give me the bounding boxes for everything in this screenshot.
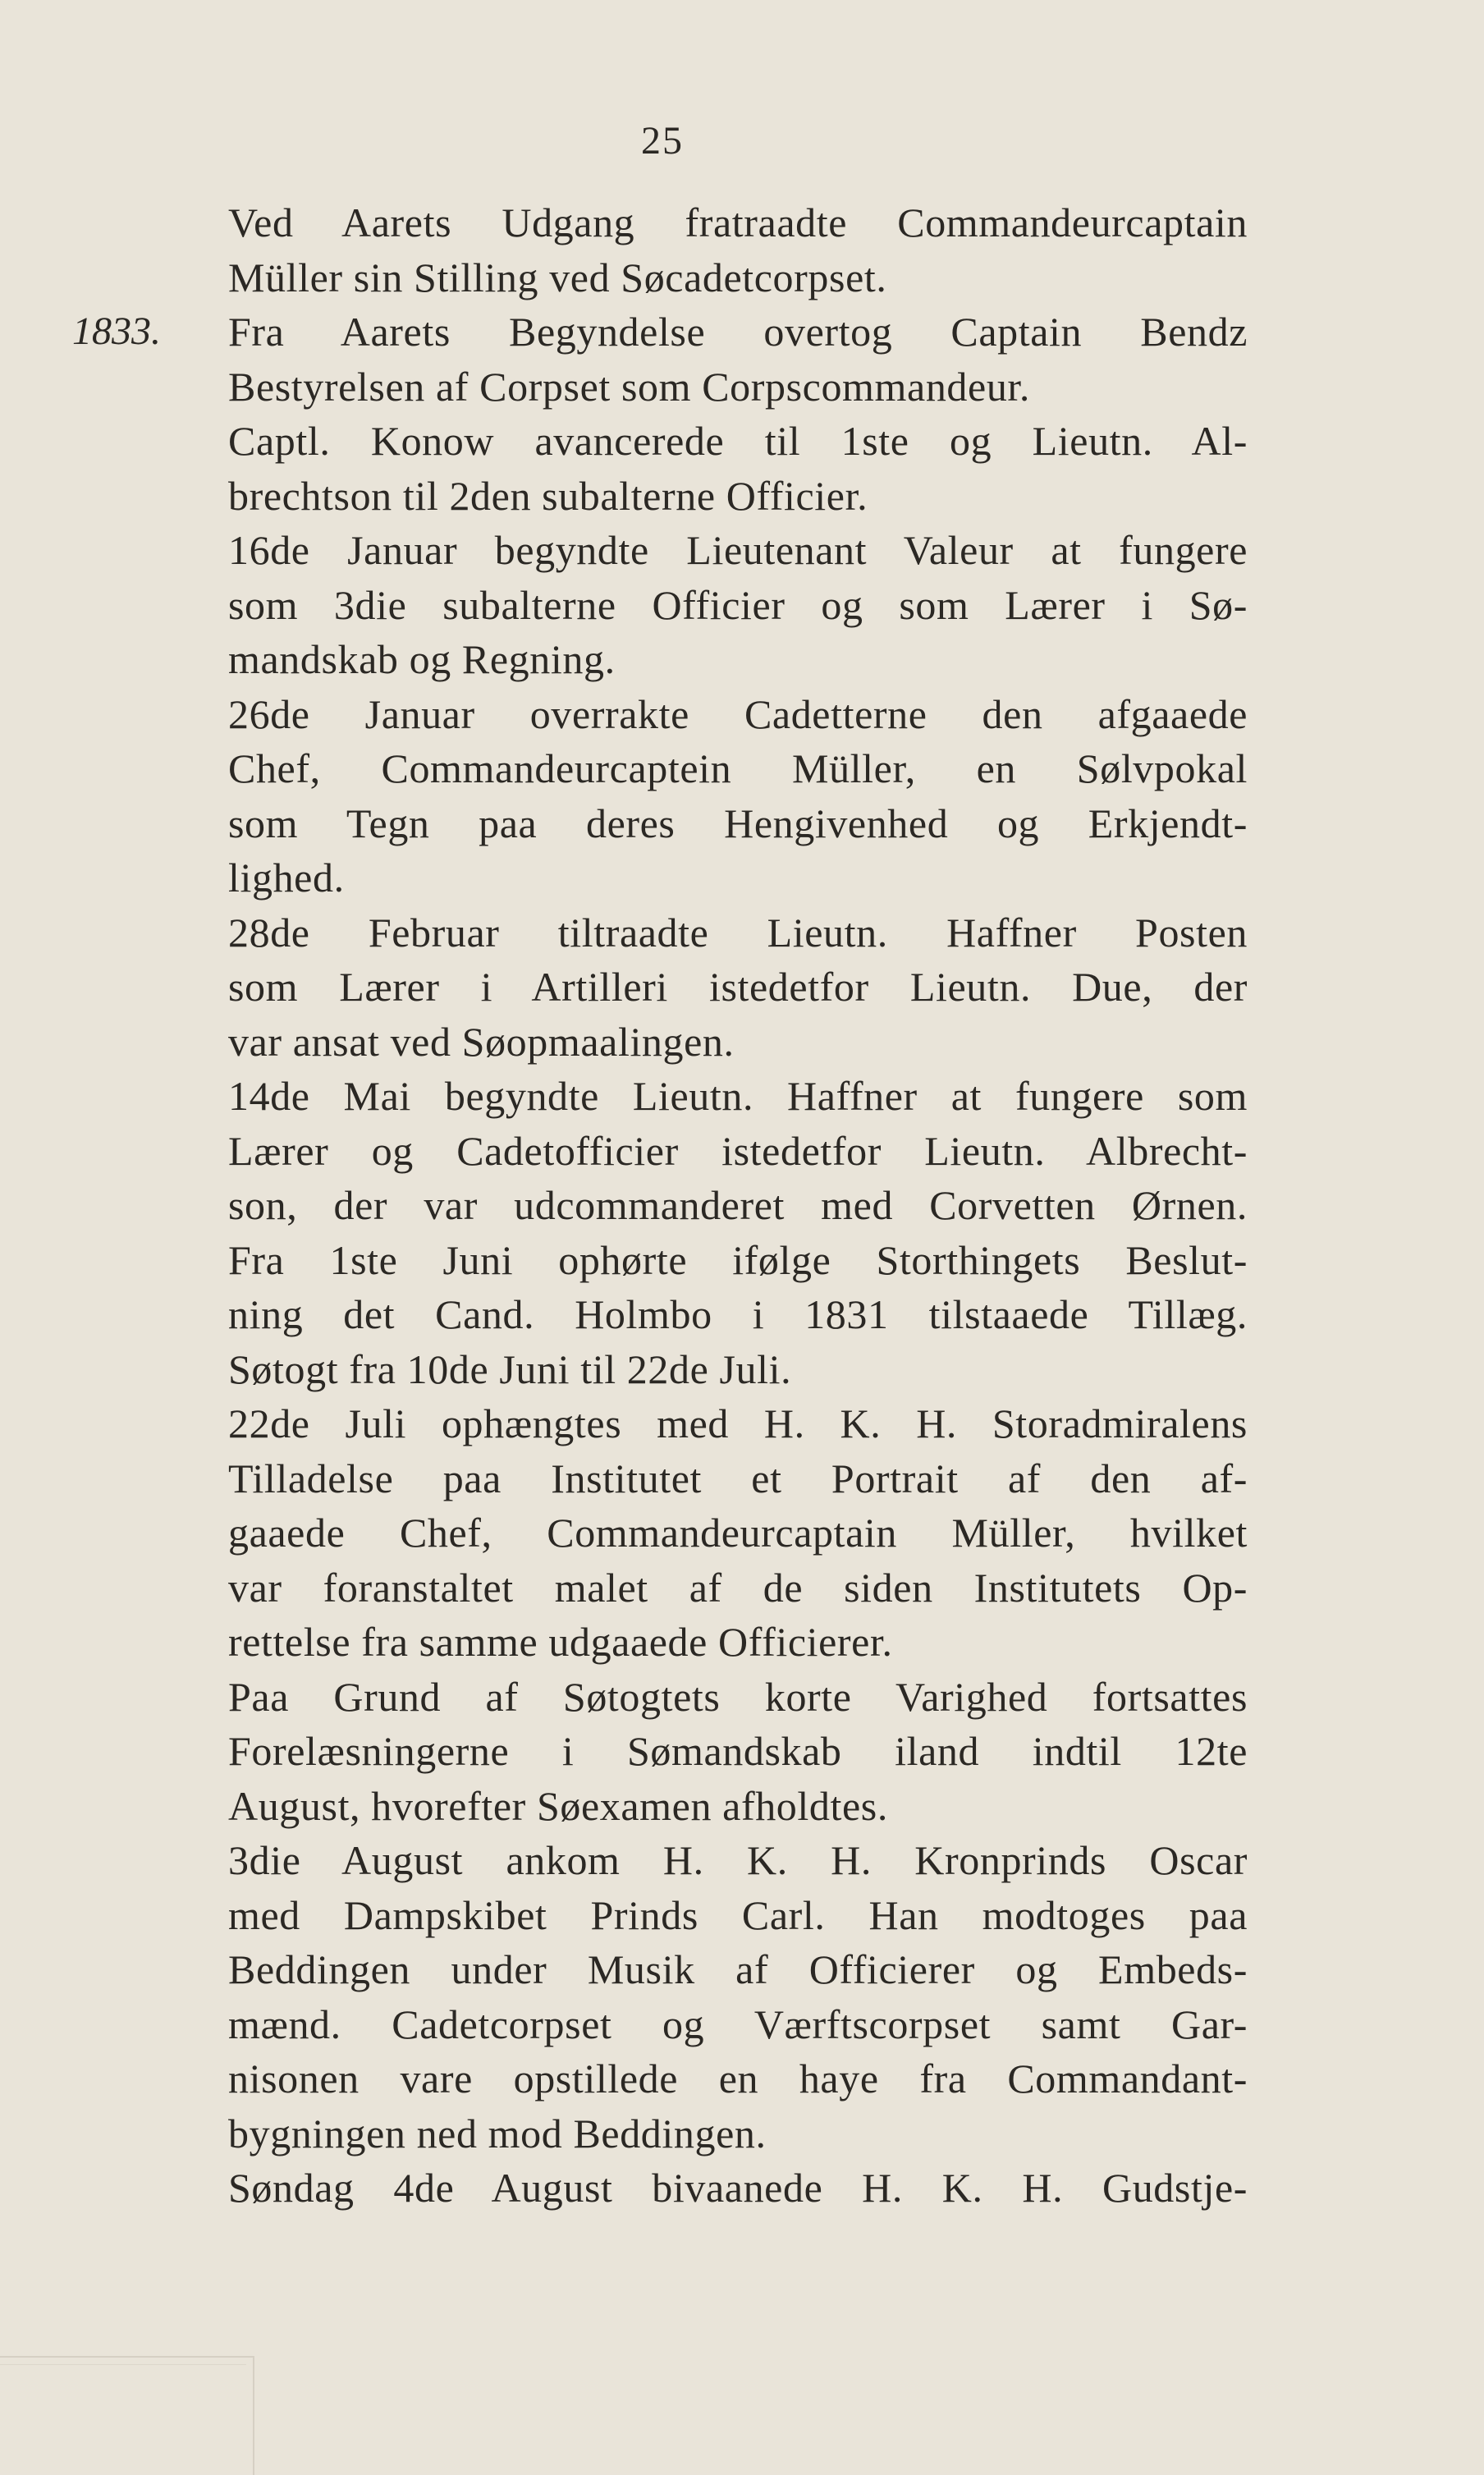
text-line: Lærer og Cadetofficier istedetfor Lieutn. Albrecht- — [228, 1127, 1248, 1174]
text-line: 3die August ankom H. K. H. Kronprinds Oscar — [228, 1837, 1248, 1883]
text-line: Bestyrelsen af Corpset som Corpscommandeur. — [228, 363, 1031, 410]
text-line: 14de Mai begyndte Lieutn. Haffner at fungere som — [228, 1073, 1248, 1119]
text-line: som Lærer i Artilleri istedetfor Lieutn. Due, der — [228, 964, 1248, 1010]
text-line: ning det Cand. Holmbo i 1831 tilstaaede Tillæg. — [228, 1291, 1248, 1337]
text-line: 26de Januar overrakte Cadetterne den afgaaede — [228, 690, 1248, 737]
text-line: Fra Aarets Begyndelse overtog Captain Bendz — [228, 309, 1248, 355]
text-line: Tilladelse paa Institutet et Portrait af den af- — [228, 1455, 1248, 1501]
text-line: Beddingen under Musik af Officierer og Embeds- — [228, 1946, 1248, 1992]
text-line: Müller sin Stilling ved Søcadetcorpset. — [228, 254, 887, 300]
paper-edge — [0, 2356, 254, 2475]
text-line: som 3die subalterne Officier og som Lærer i Sø- — [228, 581, 1248, 628]
text-line: Fra 1ste Juni ophørte ifølge Storthingets Beslut- — [228, 1236, 1248, 1283]
text-line: Søtogt fra 10de Juni til 22de Juli. — [228, 1345, 792, 1392]
text-line: med Dampskibet Prinds Carl. Han modtoges paa — [228, 1891, 1248, 1938]
text-line: Søndag 4de August bivaanede H. K. H. Gudstje- — [228, 2165, 1248, 2211]
text-line: Chef, Commandeurcaptein Müller, en Sølvpokal — [228, 745, 1248, 791]
text-line: Forelæsningerne i Sømandskab iland indtil 12te — [228, 1728, 1248, 1774]
text-line: Ved Aarets Udgang fratraadte Commandeurcaptain — [228, 199, 1248, 245]
year-marker: 1833. — [72, 309, 161, 353]
text-line: bygningen ned mod Beddingen. — [228, 2110, 767, 2156]
text-line: Captl. Konow avancerede til 1ste og Lieutn. Al- — [228, 418, 1248, 464]
text-line: 28de Februar tiltraadte Lieutn. Haffner Posten — [228, 909, 1248, 956]
page-number: 25 — [641, 119, 684, 163]
body-text — [228, 195, 1248, 2216]
text-line: var ansat ved Søopmaalingen. — [228, 1018, 735, 1065]
text-line: 22de Juli ophængtes med H. K. H. Storadmiralens — [228, 1400, 1248, 1446]
text-line: gaaede Chef, Commandeurcaptain Müller, hvilket — [228, 1510, 1248, 1556]
text-line: som Tegn paa deres Hengivenhed og Erkjendt- — [228, 800, 1248, 846]
paper-edge-inner — [0, 2364, 246, 2447]
text-line: son, der var udcommanderet med Corvetten Ørnen. — [228, 1182, 1248, 1228]
text-line: lighed. — [228, 855, 345, 901]
text-line: 16de Januar begyndte Lieutenant Valeur at fungere — [228, 527, 1248, 573]
text-line: mænd. Cadetcorpset og Værftscorpset samt Gar- — [228, 2001, 1248, 2047]
text-line: mandskab og Regning. — [228, 636, 616, 682]
text-line: August, hvorefter Søexamen afholdtes. — [228, 1782, 888, 1829]
text-line: Paa Grund af Søtogtets korte Varighed fortsattes — [228, 1673, 1248, 1720]
text-line: nisonen vare opstillede en haye fra Commandant- — [228, 2056, 1248, 2101]
text-line: brechtson til 2den subalterne Officier. — [228, 472, 868, 519]
text-line: var foranstaltet malet af de siden Institutets Op- — [228, 1564, 1248, 1611]
text-line: rettelse fra samme udgaaede Officierer. — [228, 1619, 893, 1665]
